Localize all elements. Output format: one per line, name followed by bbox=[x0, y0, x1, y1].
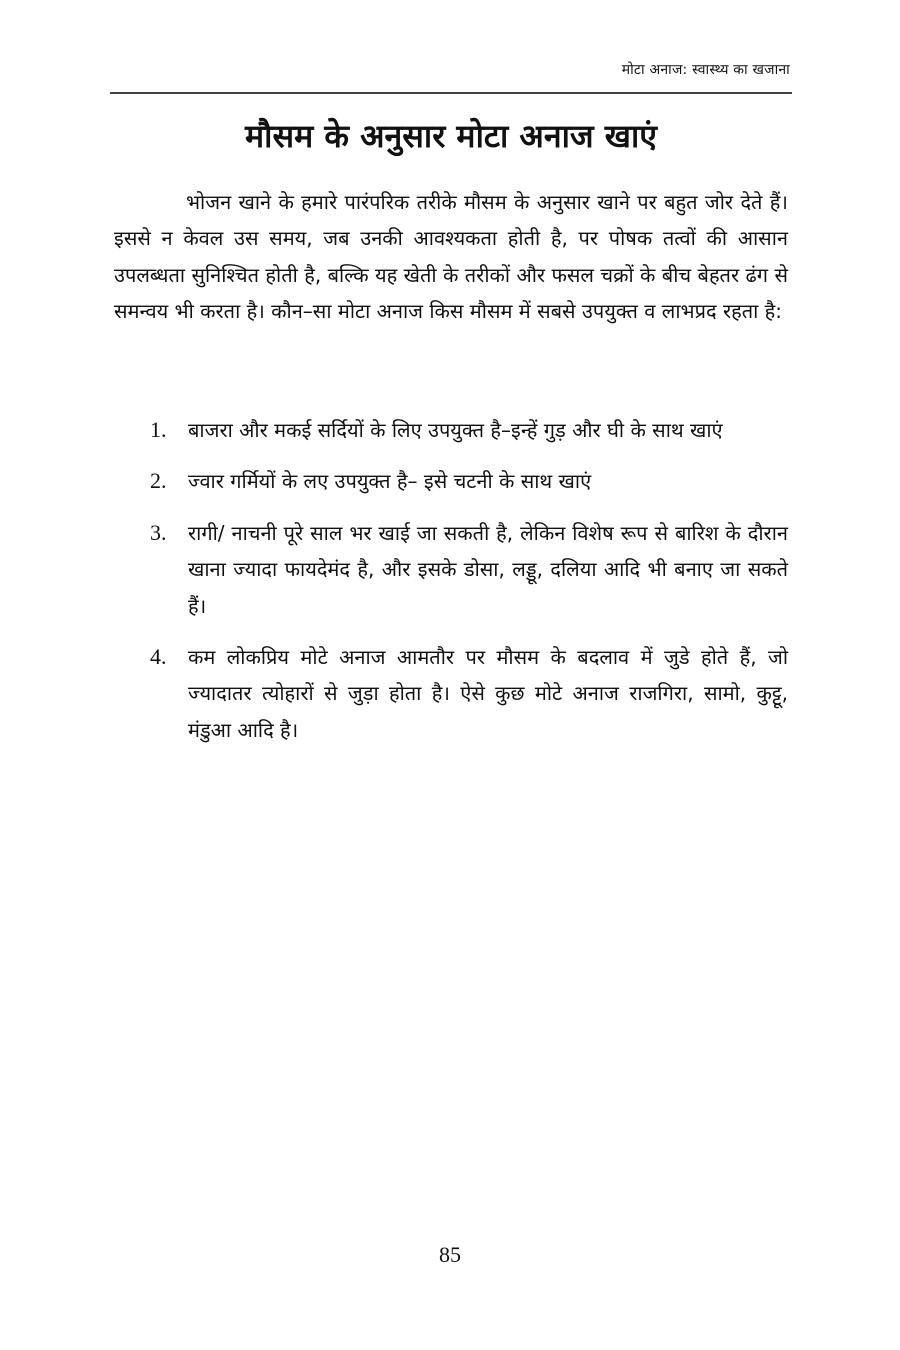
page-title: मौसम के अनुसार मोटा अनाज खाएं bbox=[245, 117, 657, 155]
list-item-number: 1. bbox=[150, 417, 167, 442]
numbered-list bbox=[114, 412, 788, 763]
intro-paragraph: भोजन खाने के हमारे पारंपरिक तरीके मौसम के अनुसार खाने पर बहुत जोर देते हैं। इससे न केवल उस समय, जब उनकी आवश्यकता होती है, पर पोषक तत्वों की आसान उपलब्धता सुनिश्चित होती है, बल्कि यह खेती के तरीकों और फसल चक्रों के बीच बेहतर ढंग से समन्वय भी करता है। कौन–सा मोटा अनाज किस मौसम में सबसे उपयुक्त व लाभप्रद रहता है: bbox=[114, 190, 788, 324]
list-item-number: 4. bbox=[150, 644, 167, 670]
list-item-text: बाजरा और मकई सर्दियों के लिए उपयुक्त है–इन्हें गुड़ और घी के साथ खाएं bbox=[188, 418, 723, 442]
page-number: 85 bbox=[439, 1242, 461, 1267]
list-item-text: कम लोकप्रिय मोटे अनाज आमतौर पर मौसम के बदलाव में जुडे होते हैं, जो ज्यादातर त्योहारों से जुड़ा होता है। ऐसे कुछ मोटे अनाज राजगिरा, सामो, कुट्टू, मंडुआ आदि है। bbox=[188, 645, 788, 742]
list-item bbox=[114, 412, 788, 448]
list-item-number: 2. bbox=[150, 468, 167, 494]
list-item bbox=[114, 639, 788, 748]
running-header: मोटा अनाज: स्वास्थ्य का खजाना bbox=[621, 62, 790, 78]
list-item-text: रागी/ नाचनी पूरे साल भर खाई जा सकती है, लेकिन विशेष रूप से बारिश के दौरान खाना ज्यादा फायदेमंद है, और इसके डोसा, लड्डू, दलिया आदि भी बनाए जा सकते हैं। bbox=[188, 520, 788, 618]
list-item-number: 3. bbox=[150, 519, 167, 545]
list-item bbox=[114, 463, 788, 499]
list-item bbox=[114, 515, 788, 624]
list-item-text: ज्वार गर्मियों के लए उपयुक्त है– इसे चटनी के साथ खाएं bbox=[188, 469, 592, 494]
header-divider bbox=[110, 92, 792, 94]
